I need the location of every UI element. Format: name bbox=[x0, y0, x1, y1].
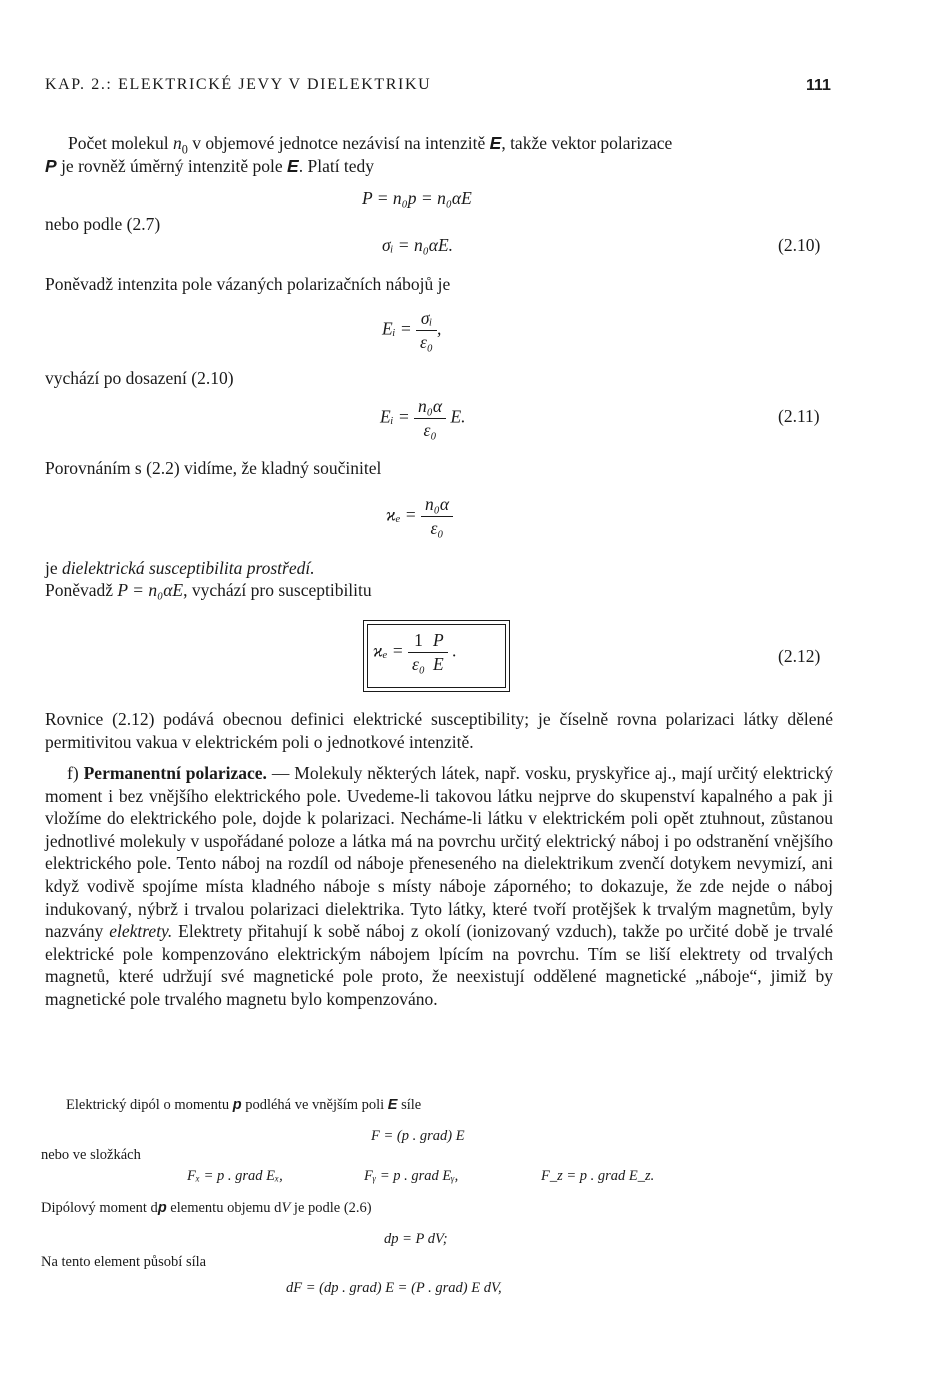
equation-ei-1: Eᵢ = $\frac{\text{σᵢ}}{\text{ε₀}}$ , bbox=[382, 308, 442, 352]
running-title: KAP. 2.: ELEKTRICKÉ JEVY V DIELEKTRIKU bbox=[45, 76, 432, 93]
paragraph-permanent-polarization: f) Permanentní polarizace. — Molekuly některých látek, např. vosku, pryskyřice aj., mají určitý elektrický moment i bez vnějšího elektrického pole. Uvedeme-li takovou látku nejprve do skupenství kapalného a pak ji vložíme do elektrického pole, dojde k polarizaci. Necháme-li látku v elektrickém poli opět ztuhnout, zůstanou jednotlivé molekuly v uspořádané poloze a látka má na povrchu určitý elektrický náboj i po odstranění vnějšího elektrického pole. Tento náboj na rozdíl od náboje přeneseného na dielektrikum zvenčí dotykem nevymizí, ani když vodivě spojíme místa kladného náboje s místy náboje záporného; to dokazuje, že zde nejde o náboj indukovaný, nýbrž i trvalou polarizaci dielektrika. Tyto látky, které tvoří protějšek k trvalým magnetům, byly nazvány elektrety. Elektrety přitahují k sobě náboj z okolí (ionizovaný vzduch), takže po určité době je trvalé elektrické pole kompenzováno elektrickým nábojem lpícím na povrchu. Tím se liší elektrety od trvalých magnetů, které udržují své magnetické pole proto, že neexistují oddělené magnetické „náboje“, jimiž by magnetické pole trvalého magnetu bylo kompenzováno. bbox=[45, 763, 834, 1009]
equation-df: dF = (dp . grad) E = (P . grad) E dV, bbox=[286, 1280, 502, 1296]
equation-fx: Fₓ = p . grad Eₓ, bbox=[187, 1168, 283, 1184]
equation-dp: dp = P dV; bbox=[384, 1231, 448, 1247]
section-heading: Permanentní polarizace. bbox=[83, 763, 267, 783]
equation-ei-2: Eᵢ = $\frac{\text{n₀α}}{\text{ε₀}}$ E. bbox=[380, 396, 466, 440]
kappa-denominator: ε₀ bbox=[421, 516, 453, 539]
box-denominator-2: E bbox=[429, 652, 448, 675]
kappa-numerator: n₀α bbox=[424, 494, 450, 514]
ei-2-numerator: n₀α bbox=[418, 396, 443, 416]
intro-line-2: P je rovněž úměrný intenzitě pole E. Platí tedy bbox=[45, 156, 375, 176]
box-numerator-2: P bbox=[432, 630, 444, 650]
ei-1-numerator: σᵢ bbox=[420, 308, 433, 328]
page-number: 111 bbox=[806, 77, 831, 94]
equation-force: F = (p . grad) E bbox=[371, 1128, 465, 1144]
equation-label-2-12: (2.12) bbox=[778, 646, 821, 666]
box-denominator-1: ε₀ bbox=[408, 652, 429, 675]
text-nebo-podle: nebo podle (2.7) bbox=[45, 214, 161, 234]
text-porovnanim: Porovnáním s (2.2) vidíme, že kladný součinitel bbox=[45, 458, 382, 478]
equation-fy: Fᵧ = p . grad Eᵧ, bbox=[364, 1168, 459, 1184]
equation-sigma: σᵢ = n₀αE. bbox=[382, 235, 454, 255]
text-ponevadz: Poněvadž intenzita pole vázaných polarizačních nábojů je bbox=[45, 274, 451, 294]
paragraph-rovnice: Rovnice (2.12) podává obecnou definici elektrické susceptibility; je číselně rovna polarizaci látky dělené permitivitou vakua v elektrickém poli o jednotkové intenzitě. bbox=[45, 709, 833, 752]
ei-2-denominator: ε₀ bbox=[414, 418, 446, 441]
box-numerator-1: 1 bbox=[414, 630, 423, 650]
small-text-na-tento: Na tento element působí síla bbox=[41, 1254, 207, 1270]
text-ponevadz-2: Poněvadž P = n₀αE, vychází pro susceptibilitu bbox=[45, 580, 372, 600]
equation-kappa: ϰₑ = $\frac{\text{n₀α}}{\text{ε₀}}$ bbox=[386, 494, 453, 539]
small-text-slozky: nebo ve složkách bbox=[41, 1147, 141, 1163]
text-susceptibility-def: je dielektrická susceptibilita prostředí. bbox=[45, 558, 315, 578]
small-text-dipole: Elektrický dipól o momentu p podléhá ve vnějším poli E síle bbox=[66, 1097, 422, 1113]
ei-1-denominator: ε₀ bbox=[416, 330, 437, 353]
equation-susceptibility-boxed: ϰₑ = $\frac{1}{\text{ε₀}}$ $\frac{P}{E}$ . bbox=[373, 630, 457, 674]
equation-polarization: P = n₀p = n₀αE bbox=[362, 188, 472, 208]
intro-line-1: Počet molekul $n_0$ v objemové jednotce nezávisí na intenzitě E, takže vektor polarizace bbox=[68, 133, 673, 157]
equation-label-2-11: (2.11) bbox=[778, 406, 820, 426]
equation-label-2-10: (2.10) bbox=[778, 235, 821, 255]
text-vychazi: vychází po dosazení (2.10) bbox=[45, 368, 234, 388]
equation-fz: F_z = p . grad E_z. bbox=[541, 1168, 655, 1184]
small-text-dipole-moment: Dipólový moment dp elementu objemu dV je podle (2.6) bbox=[41, 1200, 372, 1216]
